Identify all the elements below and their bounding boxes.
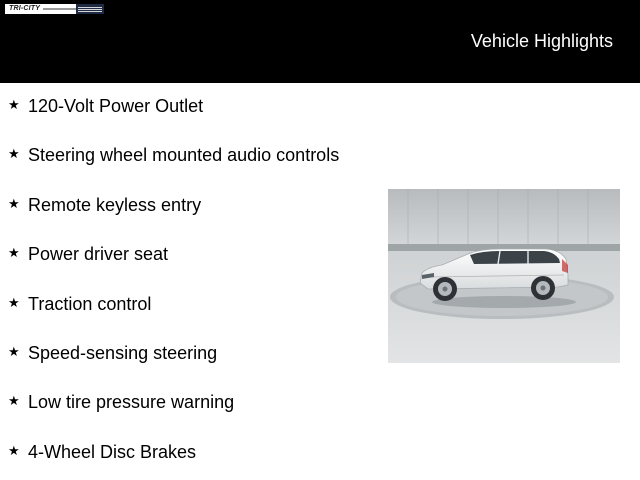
feature-item <box>8 343 378 363</box>
dealer-logo-contact-block <box>76 4 104 14</box>
feature-item <box>8 442 378 462</box>
feature-list <box>8 96 378 480</box>
star-icon: ★ <box>8 196 20 212</box>
feature-label: Traction control <box>28 293 152 314</box>
star-icon: ★ <box>8 394 20 410</box>
star-icon: ★ <box>8 98 20 113</box>
dealer-logo-stripe <box>43 8 76 10</box>
dealer-logo-text: TRI-CITY <box>9 5 41 12</box>
vehicle-photo <box>388 189 620 363</box>
feature-label: Power driver seat <box>28 244 169 265</box>
feature-label: Steering wheel mounted audio controls <box>28 145 340 166</box>
feature-item <box>8 392 378 412</box>
page-title: Vehicle Highlights <box>470 31 613 51</box>
dealer-logo <box>5 4 104 14</box>
vehicle-photo-graphic <box>388 189 620 363</box>
feature-label: Remote keyless entry <box>28 194 202 215</box>
star-icon: ★ <box>8 147 20 163</box>
feature-item <box>8 96 378 116</box>
star-icon: ★ <box>8 443 20 459</box>
star-icon: ★ <box>8 295 20 311</box>
feature-item <box>8 145 378 165</box>
feature-label: Low tire pressure warning <box>28 392 235 413</box>
feature-item <box>8 294 378 314</box>
star-icon: ★ <box>8 344 20 360</box>
feature-item <box>8 195 378 215</box>
dealer-logo-mark <box>5 4 76 14</box>
header-bar <box>0 0 640 83</box>
feature-label: Speed-sensing steering <box>28 342 218 363</box>
feature-label: 4-Wheel Disc Brakes <box>28 441 197 462</box>
feature-item <box>8 244 378 264</box>
feature-label: 120-Volt Power Outlet <box>28 96 204 116</box>
star-icon: ★ <box>8 246 20 262</box>
